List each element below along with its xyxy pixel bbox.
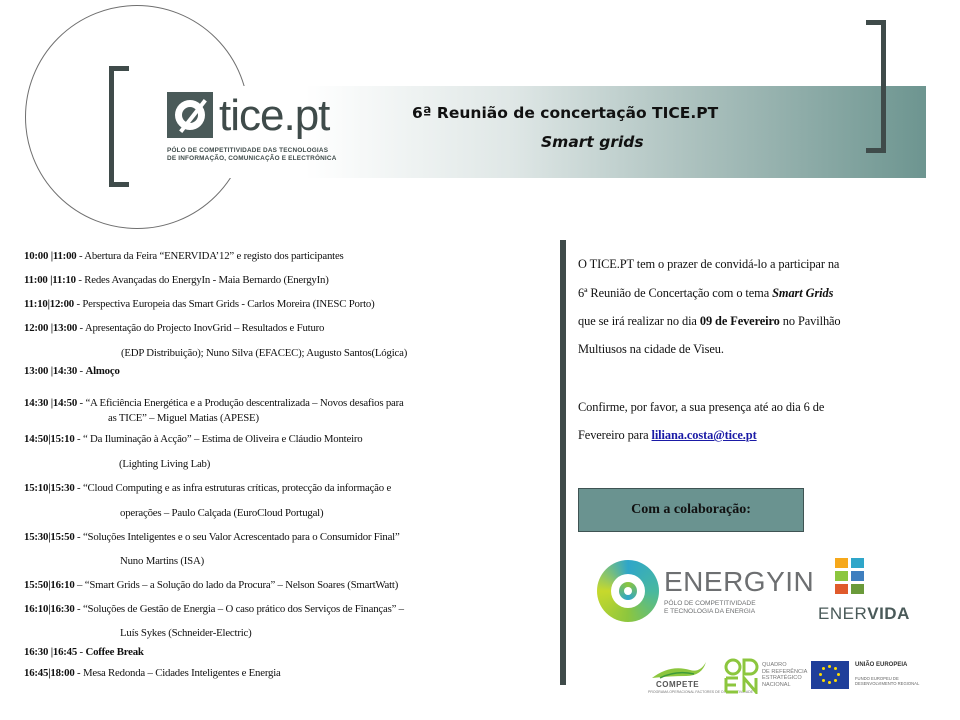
agenda-text: - “Soluções de Gestão de Energia – O caso prático dos Serviços de Finanças” – <box>74 603 404 615</box>
agenda-time: 15:30|15:50 <box>24 531 75 543</box>
invite-text: Fevereiro para <box>578 428 652 442</box>
agenda-time: 15:10|15:30 <box>24 482 75 494</box>
agenda-item <box>24 531 400 543</box>
email-link[interactable]: liliana.costa@tice.pt <box>651 428 757 442</box>
energyin-logo-icon <box>597 560 659 622</box>
agenda-bold-text: Almoço <box>85 365 120 377</box>
agenda-continuation: operações – Paulo Calçada (EuroCloud Portugal) <box>120 507 324 519</box>
agenda-item <box>24 250 344 262</box>
agenda-item <box>24 397 404 409</box>
qren-line: NACIONAL <box>762 681 791 688</box>
agenda-time: 15:50|16:10 <box>24 579 75 591</box>
eu-sub-line: DESENVOLVIMENTO REGIONAL <box>855 681 920 686</box>
qren-line: DE REFERÊNCIA <box>762 668 808 675</box>
qren-line: QUADRO <box>762 662 787 668</box>
agenda-time: 14:50|15:10 <box>24 433 75 445</box>
agenda-item <box>24 274 329 286</box>
left-bracket <box>109 66 129 187</box>
agenda-bold-text: Coffee Break <box>85 646 144 658</box>
agenda-item <box>24 322 324 334</box>
compete-subtitle: PROGRAMA OPERACIONAL FACTORES DE COMPETITIVIDADE <box>648 690 754 694</box>
eu-title: UNIÃO EUROPEIA <box>855 662 908 668</box>
collaboration-label: Com a colaboração: <box>631 502 751 517</box>
logo-sub-line-1: PÓLO DE COMPETITIVIDADE DAS TECNOLOGIAS <box>167 147 329 154</box>
agenda-time: 11:00 |11:10 <box>24 274 76 286</box>
qren-logo-icon <box>724 658 760 694</box>
agenda-continuation: (Lighting Living Lab) <box>119 458 211 470</box>
invite-line-4: Multiusos na cidade de Viseu. <box>578 342 724 356</box>
agenda-time: 12:00 |13:00 <box>24 322 78 334</box>
agenda-text: - <box>77 646 86 658</box>
collaboration-box <box>578 488 804 532</box>
eu-sub-line: FUNDO EUROPEU DE <box>855 676 899 681</box>
invite-date: 09 de Fevereiro <box>699 314 780 328</box>
agenda-text: - Apresentação do Projecto InovGrid – Resultados e Futuro <box>77 322 325 334</box>
enervida-wordmark <box>818 604 910 624</box>
agenda-continuation: (EDP Distribuição); Nuno Silva (EFACEC); Augusto Santos(Lógica) <box>121 347 408 359</box>
invite-line-3 <box>578 314 948 329</box>
agenda-text: – “Smart Grids – a Solução do lado da Procura” – Nelson Soares (SmartWatt) <box>74 579 399 591</box>
tice-logo-icon <box>167 92 213 138</box>
agenda-continuation: Nuno Martins (ISA) <box>120 555 204 567</box>
agenda-time: 16:30 |16:45 <box>24 646 78 658</box>
agenda-text: - <box>77 365 86 377</box>
compete-logo-icon <box>650 660 708 680</box>
agenda-time: 16:45|18:00 <box>24 667 75 679</box>
agenda-text: - Redes Avançadas do EnergyIn - Maia Bernardo (EnergyIn) <box>75 274 329 286</box>
agenda-item <box>24 646 144 658</box>
agenda-time: 14:30 |14:50 <box>24 397 78 409</box>
eu-flag-icon <box>811 661 849 689</box>
eu-subtitle <box>855 676 919 686</box>
logo-sub-line-2: DE INFORMAÇÃO, COMUNICAÇÃO E ELECTRÓNICA <box>167 155 337 162</box>
agenda-time: 16:10|16:30 <box>24 603 75 615</box>
invite-text: que se irá realizar no dia <box>578 314 700 328</box>
agenda-item <box>24 482 391 494</box>
logo-word: tice.pt <box>219 91 330 140</box>
agenda-time: 10:00 |11:00 <box>24 250 77 262</box>
qren-text <box>762 662 807 688</box>
vertical-divider <box>560 240 566 685</box>
energyin-subtitle <box>664 600 756 616</box>
invite-theme: Smart Grids <box>772 286 834 300</box>
enervida-b: VIDA <box>867 604 910 623</box>
agenda-text: - “Cloud Computing e as infra estruturas críticas, protecção da informação e <box>74 482 392 494</box>
agenda-continuation: as TICE” – Miguel Matias (APESE) <box>108 412 259 424</box>
invite-line-5: Confirme, por favor, a sua presença até ao dia 6 de <box>578 400 825 414</box>
agenda-continuation: Luís Sykes (Schneider-Electric) <box>120 627 252 639</box>
invite-line-6 <box>578 428 948 443</box>
energyin-wordmark: ENERGYIN <box>664 566 815 597</box>
page-subtitle: Smart grids <box>541 133 644 151</box>
agenda-text: - Mesa Redonda – Cidades Inteligentes e Energia <box>74 667 281 679</box>
agenda-item <box>24 603 404 615</box>
agenda-item <box>24 667 281 679</box>
compete-wordmark: COMPETE <box>656 680 700 689</box>
energyin-sub-1: PÓLO DE COMPETITIVIDADE <box>664 600 756 607</box>
agenda-text: - Perspectiva Europeia das Smart Grids - Carlos Moreira (INESC Porto) <box>73 298 375 310</box>
agenda-time: 13:00 |14:30 <box>24 365 78 377</box>
logo-subtitle <box>167 147 337 163</box>
right-bracket <box>866 20 886 153</box>
agenda-text: - “Soluções Inteligentes e o seu Valor Acrescentado para o Consumidor Final” <box>74 531 400 543</box>
invite-text: no Pavilhão <box>779 314 841 328</box>
qren-line: ESTRATÉGICO <box>762 675 802 682</box>
agenda-text: - “ Da Iluminação à Acção” – Estima de Oliveira e Cláudio Monteiro <box>74 433 363 445</box>
tice-logo <box>167 92 382 174</box>
agenda-text: - Abertura da Feira “ENERVIDA’12” e registo dos participantes <box>76 250 344 262</box>
agenda-item <box>24 433 362 445</box>
invite-line-2 <box>578 286 948 301</box>
agenda-item <box>24 579 398 591</box>
page-title: 6ª Reunião de concertação TICE.PT <box>412 104 719 122</box>
agenda-time: 11:10|12:00 <box>24 298 74 310</box>
agenda-item <box>24 365 120 377</box>
invite-text: 6ª Reunião de Concertação com o tema <box>578 286 773 300</box>
agenda-item <box>24 298 375 310</box>
energyin-sub-2: E TECNOLOGIA DA ENERGIA <box>664 608 756 615</box>
enervida-logo-icon <box>835 558 865 594</box>
enervida-a: ENER <box>818 604 868 623</box>
invite-line-1: O TICE.PT tem o prazer de convidá-lo a participar na <box>578 257 840 271</box>
agenda-text: - “A Eficiência Energética e a Produção descentralizada – Novos desafios para <box>77 397 404 409</box>
